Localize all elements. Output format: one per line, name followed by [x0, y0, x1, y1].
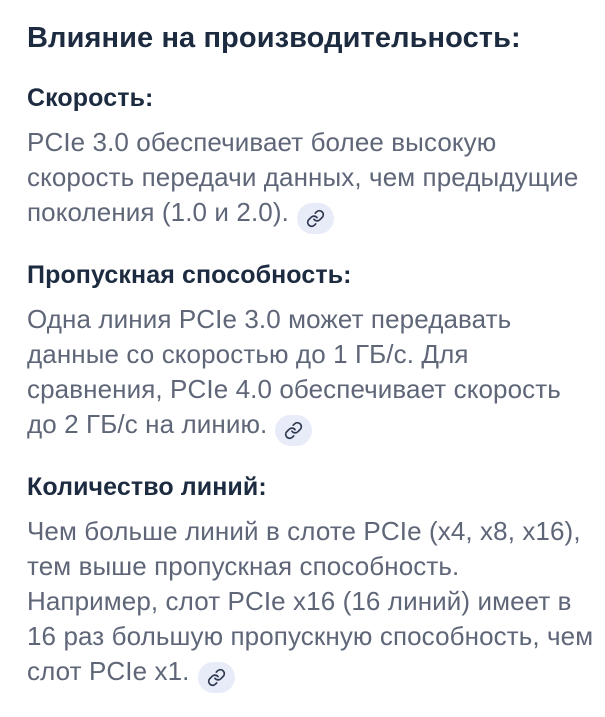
paragraph-text: Одна линия PCIe 3.0 может передавать данные со скоростью до 1 ГБ/с. Для сравнения, PCIe 4.0 обеспечивает скорость до 2 ГБ/с на линию.: [27, 304, 561, 439]
section-speed: [27, 83, 597, 234]
link-icon: [207, 668, 226, 687]
source-link-chip[interactable]: [198, 662, 235, 693]
section-heading-speed: Скорость:: [27, 84, 154, 112]
section-bandwidth: [27, 260, 597, 446]
section-paragraph-speed: [27, 125, 595, 234]
section-paragraph-bandwidth: [27, 302, 595, 446]
page-title: Влияние на производительность:: [27, 22, 521, 54]
source-link-chip[interactable]: [275, 415, 312, 446]
source-link-chip[interactable]: [297, 203, 334, 234]
section-lane-count: [27, 472, 597, 693]
link-icon: [306, 209, 325, 228]
link-icon: [284, 421, 303, 440]
paragraph-text: Чем больше линий в слоте PCIe (x4, x8, x16), тем выше пропускная способность. Например, слот PCIe x16 (16 линий) имеет в 16 раз большую пропускную способность, чем слот PCIe x1.: [27, 516, 594, 686]
paragraph-text: PCIe 3.0 обеспечивает более высокую скорость передачи данных, чем предыдущие поколения (1.0 и 2.0).: [27, 127, 579, 227]
section-paragraph-lane-count: [27, 514, 595, 693]
section-heading-bandwidth: Пропускная способность:: [27, 261, 352, 289]
section-heading-lane-count: Количество линий:: [27, 473, 267, 501]
